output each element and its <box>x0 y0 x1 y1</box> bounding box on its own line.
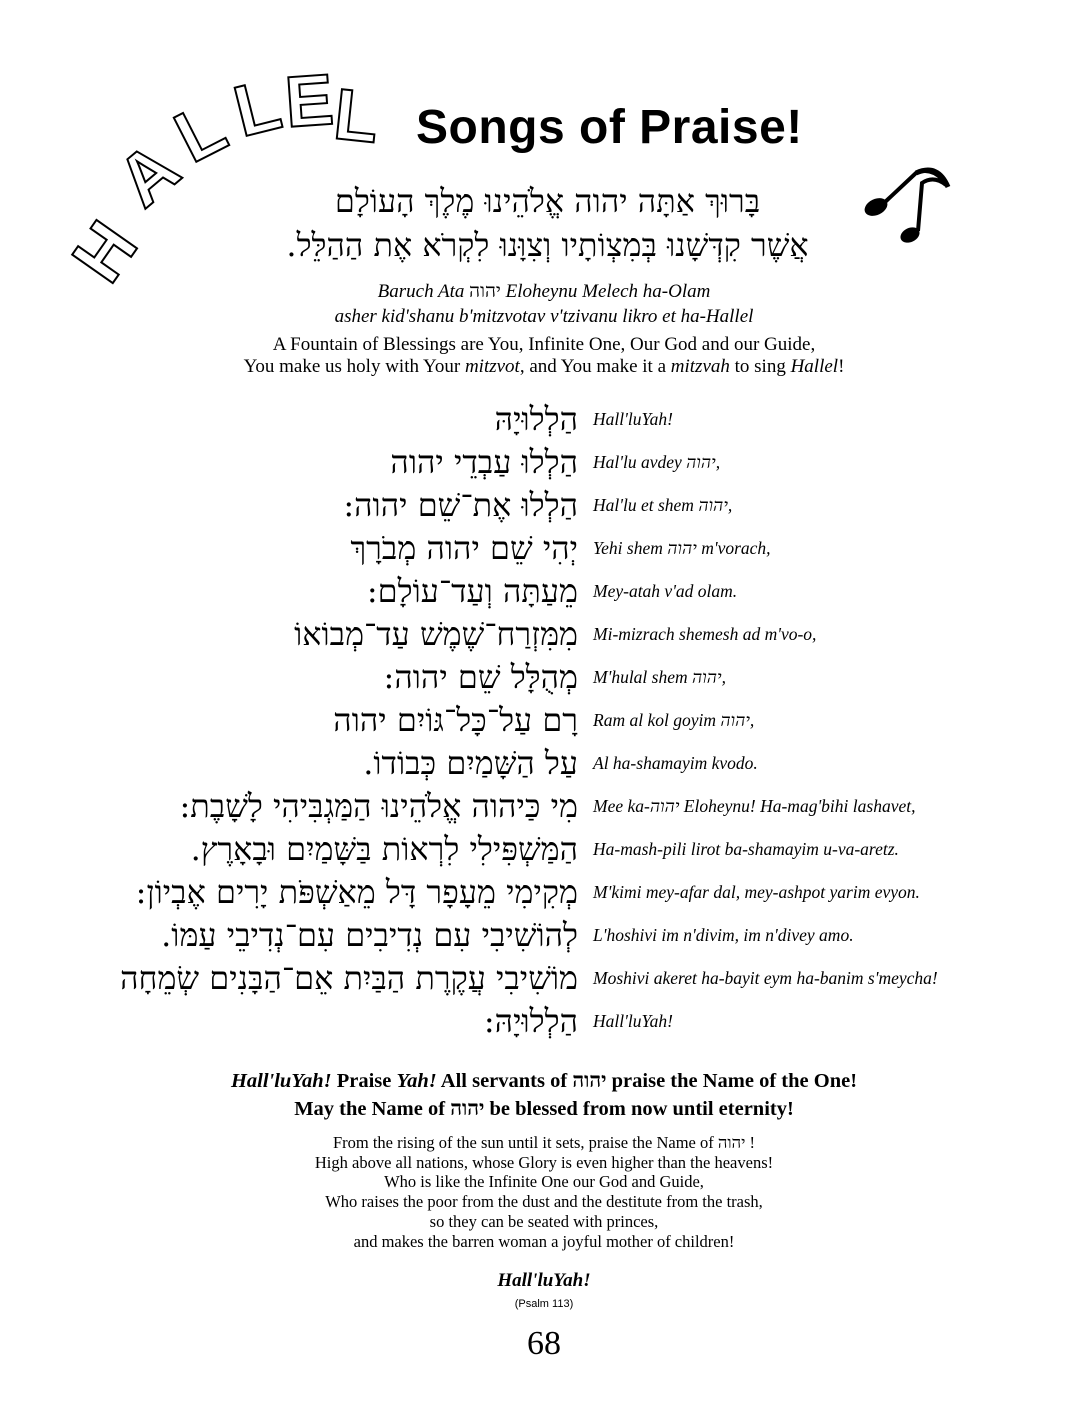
psalm-hebrew: מְהֻלָּל שֵׁם יהוה: <box>383 658 578 696</box>
psalm-line <box>0 699 1088 742</box>
paragraph-line: Who raises the poor from the dust and the destitute from the trash, <box>325 1192 763 1212</box>
psalm-hebrew: לְהוֹשִׁיבִי עִם נְדִיבִים עִם־נְדִיבֵי עַמּוֹ. <box>161 916 578 954</box>
music-note-icon <box>858 165 958 245</box>
psalm-line <box>0 484 1088 527</box>
psalm-hebrew: הַלְלוּיָהּ <box>494 400 578 438</box>
paragraph-line: From the rising of the sun until it sets, praise the Name of יהוה ! <box>332 1133 756 1152</box>
psalm-hebrew: הַמַּשְׁפִּילִי לִרְאוֹת בַּשָּׁמַיִם וּבָאָרֶץ. <box>190 830 578 868</box>
closing-halleluyah: Hall'luYah! <box>497 1270 591 1291</box>
psalm-hebrew: מִי כַּיהוה אֱלֹהֵינוּ הַמַּגְבִּיהִי לָשָׁבֶת: <box>179 787 578 825</box>
blessing-transliteration-2: asher kid'shanu b'mitzvotav v'tzivanu likro et ha-Hallel <box>334 306 754 327</box>
paragraph-line: and makes the barren woman a joyful mother of children! <box>353 1231 735 1251</box>
summary-line-2: May the Name of יהוה be blessed from now until eternity! <box>294 1098 794 1120</box>
psalm-transliteration: Ha-mash-pili lirot ba-shamayim u-va-aretz. <box>593 839 899 859</box>
psalm-citation: (Psalm 113) <box>514 1298 574 1310</box>
blessing-transliteration-1: Baruch Ata יהוה Eloheynu Melech ha-Olam <box>377 281 711 302</box>
psalm-transliteration: Mey-atah v'ad olam. <box>593 581 738 601</box>
svg-text:H: H <box>57 207 153 297</box>
psalm-line <box>0 441 1088 484</box>
english-paragraph <box>0 1133 1088 1251</box>
svg-text:L: L <box>330 74 383 159</box>
psalm-line <box>0 957 1088 1000</box>
psalm-transliteration: Hall'luYah! <box>593 409 673 429</box>
page-title: Songs of Praise! <box>416 101 803 154</box>
psalm-hebrew: מִמִּזְרַח־שֶׁמֶשׁ עַד־מְבוֹאוֹ <box>294 615 578 653</box>
psalm-transliteration: Ram al kol goyim יהוה, <box>593 710 755 730</box>
psalm-line <box>0 570 1088 613</box>
blessing-translation-2: You make us holy with Your mitzvot, and You make it a mitzvah to sing Hallel! <box>243 356 845 377</box>
blessing-hebrew-line-2: אֲשֶׁר קִדְּשָׁנוּ בְּמִצְוֹתָיו וְצִוָּנוּ לִקְרֹא אֶת הַהַלֵּל. <box>286 226 809 264</box>
psalm-line <box>0 828 1088 871</box>
blessing-hebrew-line-1: בָּרוּךְ אַתָּה יהוה אֱלֹהֵינוּ מֶלֶךְ הָעוֹלָם <box>334 182 761 220</box>
page-number: 68 <box>527 1325 561 1362</box>
psalm-line <box>0 656 1088 699</box>
psalm-transliteration: Moshivi akeret ha-bayit eym ha-banim s'meycha! <box>593 968 938 988</box>
psalm-hebrew: רָם עַל־כָּל־גּוֹיִם יהוה <box>333 701 578 739</box>
psalm-transliteration: M'hulal shem יהוה, <box>593 667 726 687</box>
psalm-line <box>0 914 1088 957</box>
psalm-line <box>0 871 1088 914</box>
psalm-hebrew: הַלְלוּ אֶת־שֵׁם יהוה: <box>343 486 578 524</box>
psalm-line <box>0 527 1088 570</box>
svg-text:E: E <box>282 59 337 143</box>
blessing-translation-1: A Fountain of Blessings are You, Infinite One, Our God and our Guide, <box>272 334 816 355</box>
psalm-hebrew: עַל הַשָּׁמַיִם כְּבוֹדוֹ. <box>363 744 578 782</box>
psalm-hebrew: מְקִימִי מֵעָפָר דָּל מֵאַשְׁפֹּת יָרִים אֶבְיוֹן: <box>135 873 578 911</box>
psalm-line <box>0 398 1088 441</box>
psalm-hebrew: מוֹשִׁיבִי עֲקֶרֶת הַבַּיִת אֵם־הַבָּנִים שְׂמֵחָה <box>120 959 578 997</box>
svg-text:L: L <box>226 64 289 153</box>
psalm-transliteration: Mi-mizrach shemesh ad m'vo-o, <box>593 624 817 644</box>
psalm-line <box>0 613 1088 656</box>
svg-text:L: L <box>162 87 239 179</box>
paragraph-line: so they can be seated with princes, <box>429 1211 659 1231</box>
svg-text:A: A <box>102 127 195 223</box>
psalm-transliteration: Hal'lu et shem יהוה, <box>593 495 733 515</box>
psalm-transliteration: Al ha-shamayim kvodo. <box>593 753 758 773</box>
psalm-hebrew: הַלְלוּיָהּ: <box>483 1002 578 1040</box>
psalm-transliteration: M'kimi mey-afar dal, mey-ashpot yarim evyon. <box>593 882 920 902</box>
psalm-hebrew: יְהִי שֵׁם יהוה מְבֹרָךְ <box>350 529 578 567</box>
psalm-line <box>0 785 1088 828</box>
psalm-line <box>0 1000 1088 1043</box>
summary-line-1: Hall'luYah! Praise Yah! All servants of יהוה praise the Name of the One! <box>230 1070 858 1092</box>
psalm-transliteration: Mee ka-יהוה Eloheynu! Ha-mag'bihi lashavet, <box>593 796 916 816</box>
psalm-transliteration: L'hoshivi im n'divim, im n'divey amo. <box>593 925 854 945</box>
psalm-transliteration: Hall'luYah! <box>593 1011 673 1031</box>
psalm-hebrew: מֵעַתָּה וְעַד־עוֹלָם: <box>366 572 578 610</box>
paragraph-line: Who is like the Infinite One our God and Guide, <box>384 1172 704 1192</box>
psalm-hebrew: הַלְלוּ עַבְדֵי יהוה <box>390 443 578 481</box>
psalm-line <box>0 742 1088 785</box>
paragraph-line: High above all nations, whose Glory is even higher than the heavens! <box>314 1152 774 1172</box>
psalm-transliteration: Yehi shem יהוה m'vorach, <box>593 538 771 558</box>
psalm-transliteration: Hal'lu avdey יהוה, <box>593 452 721 472</box>
